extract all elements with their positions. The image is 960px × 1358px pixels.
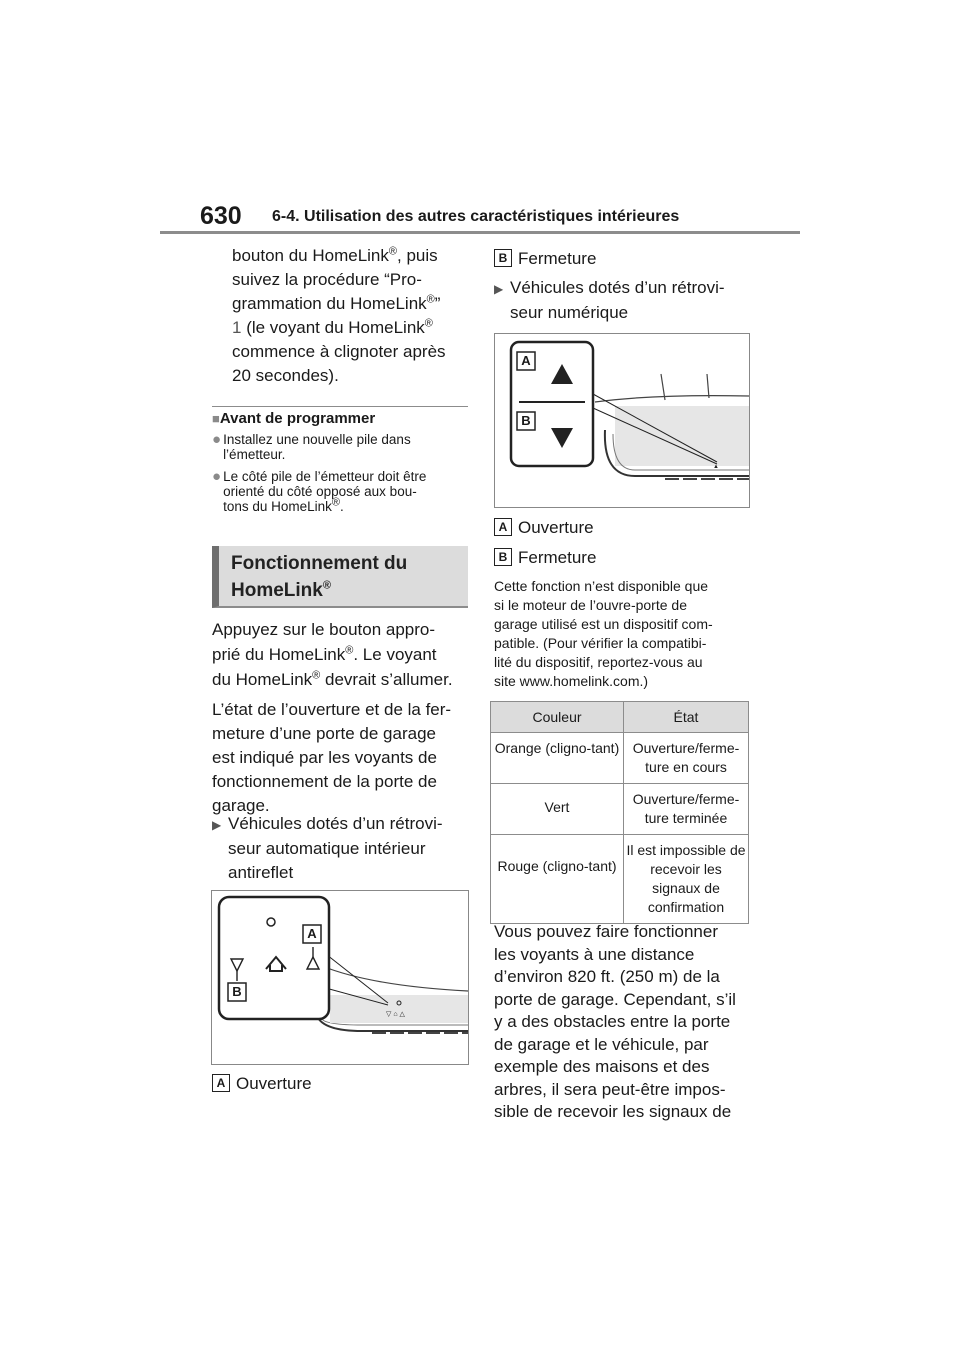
range-paragraph: Vous pouvez faire fonctionner les voyants à une distance d’environ 820 ft. (250 m) de la porte de garage. Cependant, s’il y a des obstacles entre la porte de garage et le véhicule, par exemple des maisons et des arbres, il sera peut-être impos- sible de recevoir les signaux de — [494, 922, 736, 1121]
label-b: B — [521, 413, 531, 428]
table-row: Vert Ouverture/ferme-ture terminée — [491, 784, 749, 835]
header-rule — [160, 231, 800, 234]
table-row: Rouge (cligno-tant) Il est impossible de recevoir les signaux de confirmation — [491, 835, 749, 924]
vehicle-auto-mirror: ▶ Véhicules dotés d’un rétrovi- seur automatique intérieur antireflet — [212, 814, 443, 882]
intro-paragraph: bouton du HomeLink®, puis suivez la procédure “Pro- grammation du HomeLink®” 1 (le voyant du HomeLink® commence à clignoter après 20 secondes). — [232, 245, 446, 385]
caption-close-top: B Fermeture — [494, 247, 596, 271]
status-paragraph: L’état de l’ouverture et de la fer- meture d’une porte de garage est indiqué par les voyants de fonctionnement de la porte de garage. — [212, 700, 452, 815]
arrow-right-icon: ▶ — [494, 282, 504, 296]
vehicle-digital-mirror: ▶ Véhicules dotés d’un rétrovi- seur numérique — [494, 278, 725, 322]
before-programming: ■Avant de programmer ● Installez une nouvelle pile dans l’émetteur. ● Le côté pile de l’émetteur doit être orienté du côté opposé aux bou- tons du HomeLink®. — [212, 410, 427, 514]
auto-mirror-figure — [211, 890, 469, 1065]
label-a: A — [494, 518, 512, 536]
compatibility-note: Cette fonction n’est disponible que si le moteur de l’ouvre-porte de garage utilisé est un dispositif com- patible. (Pour vérifier la compatibi- lité du dispositif, reportez-vous au site www.homelink.com.) — [494, 578, 713, 689]
column-header-state: État — [624, 702, 749, 733]
svg-text:▲: ▲ — [713, 464, 719, 470]
step-number: 1 — [232, 318, 242, 337]
status-table — [490, 701, 749, 924]
label-b: B — [494, 548, 512, 566]
caption-open-left: A Ouverture — [212, 1072, 312, 1096]
bullet-icon: ● — [212, 431, 222, 448]
table-row: Orange (cligno-tant) Ouverture/ferme-ture en cours — [491, 733, 749, 784]
column-header-color: Couleur — [491, 702, 624, 733]
caption-close-right: B Fermeture — [494, 546, 596, 570]
caption-open-right: A Ouverture — [494, 516, 594, 540]
label-a: A — [521, 353, 531, 368]
operation-paragraph: Appuyez sur le bouton appro- prié du HomeLink®. Le voyant du HomeLink® devrait s’allumer. — [212, 620, 453, 689]
label-a: A — [307, 926, 317, 941]
svg-text:▽ ⌂ △: ▽ ⌂ △ — [386, 1011, 405, 1018]
digital-mirror-figure — [494, 333, 750, 508]
before-title: Avant de programmer — [219, 410, 376, 427]
label-a: A — [212, 1074, 230, 1092]
section-heading: Fonctionnement du HomeLink® — [212, 546, 468, 608]
label-b: B — [232, 984, 242, 999]
arrow-right-icon: ▶ — [212, 818, 222, 832]
section-title: 6-4. Utilisation des autres caractéristiques intérieures — [272, 208, 680, 225]
label-b: B — [494, 249, 512, 267]
square-bullet-icon: ■ — [212, 411, 220, 426]
page-number: 630 — [200, 202, 242, 230]
divider — [212, 406, 468, 407]
bullet-icon: ● — [212, 468, 222, 485]
